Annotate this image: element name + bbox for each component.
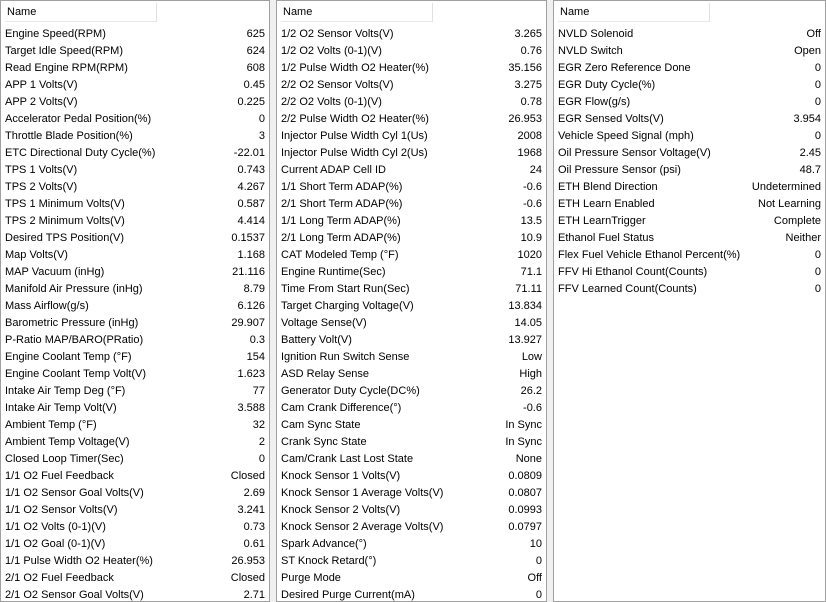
parameter-row[interactable] xyxy=(277,400,546,417)
parameter-name: ETH Blend Direction xyxy=(558,181,658,193)
parameter-name: 2/1 Short Term ADAP(%) xyxy=(281,198,403,210)
parameter-row[interactable] xyxy=(277,468,546,485)
parameter-row[interactable] xyxy=(277,451,546,468)
parameter-value: Off xyxy=(806,28,821,40)
parameter-name: 1/1 Long Term ADAP(%) xyxy=(281,215,401,227)
parameter-value: -0.6 xyxy=(523,198,542,210)
parameter-name: 1/1 Pulse Width O2 Heater(%) xyxy=(5,555,153,567)
parameter-name: 2/2 Pulse Width O2 Heater(%) xyxy=(281,113,429,125)
parameter-value: 48.7 xyxy=(799,164,821,176)
parameter-value: 2008 xyxy=(517,130,542,142)
parameter-value: 0 xyxy=(814,266,821,278)
parameter-value: Complete xyxy=(773,215,821,227)
parameter-name: FFV Learned Count(Counts) xyxy=(558,283,697,295)
parameter-value: In Sync xyxy=(505,419,542,431)
parameter-value: 0.0797 xyxy=(508,521,542,533)
parameter-value: 0 xyxy=(535,555,542,567)
parameter-row[interactable] xyxy=(1,587,269,602)
parameter-row[interactable] xyxy=(277,502,546,519)
parameter-value: In Sync xyxy=(505,436,542,448)
parameter-name: APP 2 Volts(V) xyxy=(5,96,78,108)
parameter-value: 1020 xyxy=(517,249,542,261)
parameter-name: 2/1 Long Term ADAP(%) xyxy=(281,232,401,244)
parameter-name: MAP Vacuum (inHg) xyxy=(5,266,105,278)
parameter-name: Oil Pressure Sensor (psi) xyxy=(558,164,681,176)
column-header-row xyxy=(1,1,269,23)
parameter-name: ETH Learn Enabled xyxy=(558,198,655,210)
parameter-row[interactable] xyxy=(277,213,546,230)
parameter-name: Engine Coolant Temp Volt(V) xyxy=(5,368,147,380)
parameter-value: Closed xyxy=(230,470,265,482)
parameter-name: Ambient Temp (°F) xyxy=(5,419,97,431)
parameter-value: 24 xyxy=(529,164,542,176)
parameter-name: Closed Loop Timer(Sec) xyxy=(5,453,124,465)
parameter-name: Generator Duty Cycle(DC%) xyxy=(281,385,420,397)
parameter-name: Cam Crank Difference(°) xyxy=(281,402,402,414)
parameter-row[interactable] xyxy=(554,264,825,281)
parameter-row[interactable] xyxy=(277,417,546,434)
parameter-name: Throttle Blade Position(%) xyxy=(5,130,133,142)
parameter-value: Closed xyxy=(230,572,265,584)
parameter-row[interactable] xyxy=(1,349,269,366)
parameter-name: Engine Speed(RPM) xyxy=(5,28,106,40)
parameter-row[interactable] xyxy=(277,196,546,213)
parameter-value: 0.587 xyxy=(237,198,265,210)
parameter-name: 2/1 O2 Sensor Goal Volts(V) xyxy=(5,589,144,601)
parameter-value: 0.225 xyxy=(237,96,265,108)
parameter-value: 21.116 xyxy=(232,266,265,278)
parameter-row[interactable] xyxy=(1,43,269,60)
parameter-row[interactable] xyxy=(1,451,269,468)
parameter-name: Knock Sensor 2 Average Volts(V) xyxy=(281,521,444,533)
parameter-name: ETH LearnTrigger xyxy=(558,215,646,227)
parameter-value: 0.0993 xyxy=(508,504,542,516)
parameter-name: ST Knock Retard(°) xyxy=(281,555,377,567)
parameter-value: 26.2 xyxy=(520,385,542,397)
parameter-name: 1/1 O2 Sensor Goal Volts(V) xyxy=(5,487,144,499)
parameter-value: 26.953 xyxy=(508,113,542,125)
parameter-name: TPS 1 Minimum Volts(V) xyxy=(5,198,125,210)
parameter-value: 10.9 xyxy=(520,232,542,244)
parameter-name: Voltage Sense(V) xyxy=(281,317,367,329)
parameter-name: Manifold Air Pressure (inHg) xyxy=(5,283,143,295)
parameter-row[interactable] xyxy=(277,162,546,179)
parameter-value: 4.267 xyxy=(237,181,265,193)
parameter-row[interactable] xyxy=(1,434,269,451)
parameter-row[interactable] xyxy=(1,298,269,315)
parameter-value: 3.275 xyxy=(514,79,542,91)
parameter-name: NVLD Solenoid xyxy=(558,28,634,40)
parameter-row[interactable] xyxy=(1,536,269,553)
parameter-row[interactable] xyxy=(1,111,269,128)
parameter-name: 2/2 O2 Volts (0-1)(V) xyxy=(281,96,382,108)
parameter-name: Purge Mode xyxy=(281,572,341,584)
parameter-name: NVLD Switch xyxy=(558,45,623,57)
parameter-value: 625 xyxy=(246,28,265,40)
parameter-value: 0.78 xyxy=(520,96,542,108)
parameter-name: Battery Volt(V) xyxy=(281,334,352,346)
parameter-value: 154 xyxy=(246,351,265,363)
data-panel-middle[interactable] xyxy=(276,0,547,602)
parameter-value: 608 xyxy=(246,62,265,74)
parameter-row[interactable] xyxy=(1,213,269,230)
parameter-name: 1/1 O2 Sensor Volts(V) xyxy=(5,504,118,516)
parameter-name: EGR Flow(g/s) xyxy=(558,96,631,108)
parameter-row[interactable] xyxy=(554,128,825,145)
parameter-name: Intake Air Temp Volt(V) xyxy=(5,402,117,414)
parameter-value: 29.907 xyxy=(231,317,265,329)
parameter-row[interactable] xyxy=(1,400,269,417)
parameter-value: 2.71 xyxy=(243,589,265,601)
parameter-row[interactable] xyxy=(1,230,269,247)
parameter-value: 2 xyxy=(258,436,265,448)
parameter-value: 0 xyxy=(814,283,821,295)
parameter-row[interactable] xyxy=(1,179,269,196)
data-panel-right[interactable] xyxy=(553,0,826,602)
parameter-name: 1/1 O2 Fuel Feedback xyxy=(5,470,114,482)
parameter-name: Knock Sensor 2 Volts(V) xyxy=(281,504,401,516)
parameter-row[interactable] xyxy=(1,264,269,281)
parameter-row[interactable] xyxy=(1,519,269,536)
parameter-value: Open xyxy=(794,45,821,57)
parameter-name: Desired TPS Position(V) xyxy=(5,232,125,244)
parameter-row[interactable] xyxy=(554,145,825,162)
parameter-name: Injector Pulse Width Cyl 2(Us) xyxy=(281,147,428,159)
parameter-row[interactable] xyxy=(1,196,269,213)
parameter-value: 1.623 xyxy=(237,368,265,380)
parameter-row[interactable] xyxy=(554,111,825,128)
parameter-name: Current ADAP Cell ID xyxy=(281,164,386,176)
parameter-value: 6.126 xyxy=(237,300,265,312)
parameter-row[interactable] xyxy=(277,366,546,383)
parameter-name: Engine Runtime(Sec) xyxy=(281,266,386,278)
parameter-row[interactable] xyxy=(1,570,269,587)
parameter-row[interactable] xyxy=(554,43,825,60)
parameter-row[interactable] xyxy=(277,570,546,587)
parameter-row[interactable] xyxy=(554,281,825,298)
parameter-name: Cam/Crank Last Lost State xyxy=(281,453,414,465)
parameter-row[interactable] xyxy=(554,213,825,230)
parameter-value: 0.45 xyxy=(243,79,265,91)
parameter-name: 1/2 Pulse Width O2 Heater(%) xyxy=(281,62,429,74)
parameter-name: ETC Directional Duty Cycle(%) xyxy=(5,147,156,159)
parameter-name: Map Volts(V) xyxy=(5,249,68,261)
parameter-name: Barometric Pressure (inHg) xyxy=(5,317,139,329)
parameter-row[interactable] xyxy=(1,94,269,111)
parameter-name: Knock Sensor 1 Volts(V) xyxy=(281,470,401,482)
parameter-name: Crank Sync State xyxy=(281,436,367,448)
parameter-row[interactable] xyxy=(1,468,269,485)
data-panel-left[interactable] xyxy=(0,0,270,602)
parameter-value: Not Learning xyxy=(758,198,821,210)
parameter-list xyxy=(277,23,546,602)
parameter-value: 1968 xyxy=(517,147,542,159)
parameter-value: 624 xyxy=(246,45,265,57)
parameter-name: EGR Sensed Volts(V) xyxy=(558,113,664,125)
parameter-row[interactable] xyxy=(554,247,825,264)
parameter-row[interactable] xyxy=(277,519,546,536)
parameter-value: 35.156 xyxy=(508,62,542,74)
parameter-row[interactable] xyxy=(277,315,546,332)
parameter-name: Vehicle Speed Signal (mph) xyxy=(558,130,694,142)
parameter-value: 3.265 xyxy=(514,28,542,40)
parameter-row[interactable] xyxy=(277,553,546,570)
parameter-value: 0.76 xyxy=(520,45,542,57)
parameter-row[interactable] xyxy=(1,502,269,519)
name-column-header[interactable]: Name xyxy=(5,3,157,22)
parameter-row[interactable] xyxy=(1,145,269,162)
parameter-name: 1/2 O2 Volts (0-1)(V) xyxy=(281,45,382,57)
parameter-name: 1/1 O2 Goal (0-1)(V) xyxy=(5,538,106,550)
parameter-value: 3.954 xyxy=(793,113,821,125)
parameter-name: Desired Purge Current(mA) xyxy=(281,589,415,601)
parameter-row[interactable] xyxy=(1,162,269,179)
parameter-row[interactable] xyxy=(277,434,546,451)
parameter-name: Injector Pulse Width Cyl 1(Us) xyxy=(281,130,428,142)
parameter-name: 2/2 O2 Sensor Volts(V) xyxy=(281,79,394,91)
parameter-name: Target Charging Voltage(V) xyxy=(281,300,414,312)
parameter-value: 3.241 xyxy=(237,504,265,516)
parameter-value: 77 xyxy=(252,385,265,397)
parameter-row[interactable] xyxy=(277,485,546,502)
parameter-value: None xyxy=(515,453,542,465)
parameter-row[interactable] xyxy=(277,145,546,162)
parameter-name: Ethanol Fuel Status xyxy=(558,232,655,244)
parameter-name: Ambient Temp Voltage(V) xyxy=(5,436,130,448)
parameter-name: TPS 2 Minimum Volts(V) xyxy=(5,215,125,227)
parameter-value: 0.61 xyxy=(243,538,265,550)
parameter-list xyxy=(1,23,269,602)
parameter-row[interactable] xyxy=(554,162,825,179)
parameter-name: P-Ratio MAP/BARO(PRatio) xyxy=(5,334,144,346)
parameter-name: Read Engine RPM(RPM) xyxy=(5,62,128,74)
parameter-value: 8.79 xyxy=(243,283,265,295)
parameter-value: 0 xyxy=(258,113,265,125)
parameter-value: 10 xyxy=(529,538,542,550)
parameter-value: 13.927 xyxy=(508,334,542,346)
parameter-row[interactable] xyxy=(277,128,546,145)
parameter-value: 0.73 xyxy=(243,521,265,533)
parameter-row[interactable] xyxy=(277,179,546,196)
parameter-row[interactable] xyxy=(1,281,269,298)
parameter-value: 0.0807 xyxy=(508,487,542,499)
column-header-row xyxy=(277,1,546,23)
parameter-value: 0 xyxy=(535,589,542,601)
parameter-value: -22.01 xyxy=(233,147,265,159)
parameter-name: 2/1 O2 Fuel Feedback xyxy=(5,572,114,584)
parameter-row[interactable] xyxy=(1,128,269,145)
parameter-name: EGR Zero Reference Done xyxy=(558,62,691,74)
parameter-row[interactable] xyxy=(277,536,546,553)
parameter-row[interactable] xyxy=(554,94,825,111)
parameter-value: 4.414 xyxy=(237,215,265,227)
parameter-value: 2.69 xyxy=(243,487,265,499)
parameter-value: 0 xyxy=(814,96,821,108)
parameter-value: 2.45 xyxy=(799,147,821,159)
parameter-row[interactable] xyxy=(277,298,546,315)
parameter-name: EGR Duty Cycle(%) xyxy=(558,79,656,91)
parameter-name: Ignition Run Switch Sense xyxy=(281,351,410,363)
parameter-row[interactable] xyxy=(277,111,546,128)
parameter-row[interactable] xyxy=(554,77,825,94)
parameter-row[interactable] xyxy=(277,264,546,281)
parameter-name: FFV Hi Ethanol Count(Counts) xyxy=(558,266,708,278)
parameter-name: 1/1 O2 Volts (0-1)(V) xyxy=(5,521,106,533)
parameter-row[interactable] xyxy=(1,77,269,94)
parameter-row[interactable] xyxy=(554,230,825,247)
parameter-value: Off xyxy=(527,572,542,584)
parameter-value: Neither xyxy=(785,232,821,244)
parameter-value: 13.5 xyxy=(520,215,542,227)
parameter-name: 1/1 Short Term ADAP(%) xyxy=(281,181,403,193)
parameter-row[interactable] xyxy=(277,587,546,602)
parameter-value: 0 xyxy=(814,130,821,142)
parameter-name: ASD Relay Sense xyxy=(281,368,370,380)
parameter-name: TPS 2 Volts(V) xyxy=(5,181,78,193)
parameter-name: Oil Pressure Sensor Voltage(V) xyxy=(558,147,711,159)
parameter-value: High xyxy=(519,368,542,380)
parameter-name: Spark Advance(°) xyxy=(281,538,367,550)
parameter-value: 0.743 xyxy=(237,164,265,176)
parameter-name: TPS 1 Volts(V) xyxy=(5,164,78,176)
parameter-value: 0 xyxy=(258,453,265,465)
parameter-value: 13.834 xyxy=(508,300,542,312)
parameter-name: 1/2 O2 Sensor Volts(V) xyxy=(281,28,394,40)
parameter-row[interactable] xyxy=(277,383,546,400)
parameter-value: 0.0809 xyxy=(508,470,542,482)
parameter-value: -0.6 xyxy=(523,402,542,414)
parameter-row[interactable] xyxy=(277,230,546,247)
parameter-row[interactable] xyxy=(277,43,546,60)
parameter-value: 14.05 xyxy=(514,317,542,329)
parameter-row[interactable] xyxy=(277,26,546,43)
parameter-value: 0 xyxy=(814,79,821,91)
parameter-value: Undetermined xyxy=(751,181,821,193)
parameter-name: Intake Air Temp Deg (°F) xyxy=(5,385,126,397)
parameter-name: Knock Sensor 1 Average Volts(V) xyxy=(281,487,444,499)
parameter-row[interactable] xyxy=(277,94,546,111)
parameter-name: Cam Sync State xyxy=(281,419,361,431)
parameter-name: CAT Modeled Temp (°F) xyxy=(281,249,399,261)
parameter-row[interactable] xyxy=(554,60,825,77)
parameter-row[interactable] xyxy=(277,349,546,366)
parameter-value: 32 xyxy=(252,419,265,431)
parameter-row[interactable] xyxy=(277,281,546,298)
name-column-header[interactable]: Name xyxy=(558,3,710,22)
parameter-row[interactable] xyxy=(277,77,546,94)
column-header-row xyxy=(554,1,825,23)
parameter-row[interactable] xyxy=(1,383,269,400)
parameter-row[interactable] xyxy=(277,247,546,264)
parameter-row[interactable] xyxy=(1,417,269,434)
parameter-row[interactable] xyxy=(1,332,269,349)
parameter-value: 26.953 xyxy=(231,555,265,567)
parameter-value: 0.1537 xyxy=(231,232,265,244)
parameter-row[interactable] xyxy=(1,366,269,383)
parameter-name: Accelerator Pedal Position(%) xyxy=(5,113,152,125)
parameter-row[interactable] xyxy=(1,247,269,264)
parameter-row[interactable] xyxy=(277,332,546,349)
parameter-value: Low xyxy=(521,351,542,363)
parameter-row[interactable] xyxy=(1,60,269,77)
parameter-value: 71.1 xyxy=(520,266,542,278)
parameter-row[interactable] xyxy=(277,60,546,77)
parameter-name: APP 1 Volts(V) xyxy=(5,79,78,91)
parameter-list xyxy=(554,23,825,298)
parameter-row[interactable] xyxy=(554,196,825,213)
parameter-name: Mass Airflow(g/s) xyxy=(5,300,89,312)
parameter-row[interactable] xyxy=(1,485,269,502)
parameter-value: 0.3 xyxy=(249,334,265,346)
parameter-value: -0.6 xyxy=(523,181,542,193)
parameter-name: Flex Fuel Vehicle Ethanol Percent(%) xyxy=(558,249,741,261)
parameter-value: 1.168 xyxy=(237,249,265,261)
parameter-value: 3 xyxy=(258,130,265,142)
parameter-row[interactable] xyxy=(1,315,269,332)
name-column-header[interactable]: Name xyxy=(281,3,433,22)
parameter-value: 3.588 xyxy=(237,402,265,414)
parameter-value: 0 xyxy=(814,249,821,261)
parameter-name: Target Idle Speed(RPM) xyxy=(5,45,123,57)
parameter-name: Engine Coolant Temp (°F) xyxy=(5,351,132,363)
parameter-row[interactable] xyxy=(554,179,825,196)
parameter-name: Time From Start Run(Sec) xyxy=(281,283,410,295)
parameter-row[interactable] xyxy=(554,26,825,43)
parameter-row[interactable] xyxy=(1,553,269,570)
parameter-value: 0 xyxy=(814,62,821,74)
parameter-row[interactable] xyxy=(1,26,269,43)
parameter-value: 71.11 xyxy=(515,283,542,295)
